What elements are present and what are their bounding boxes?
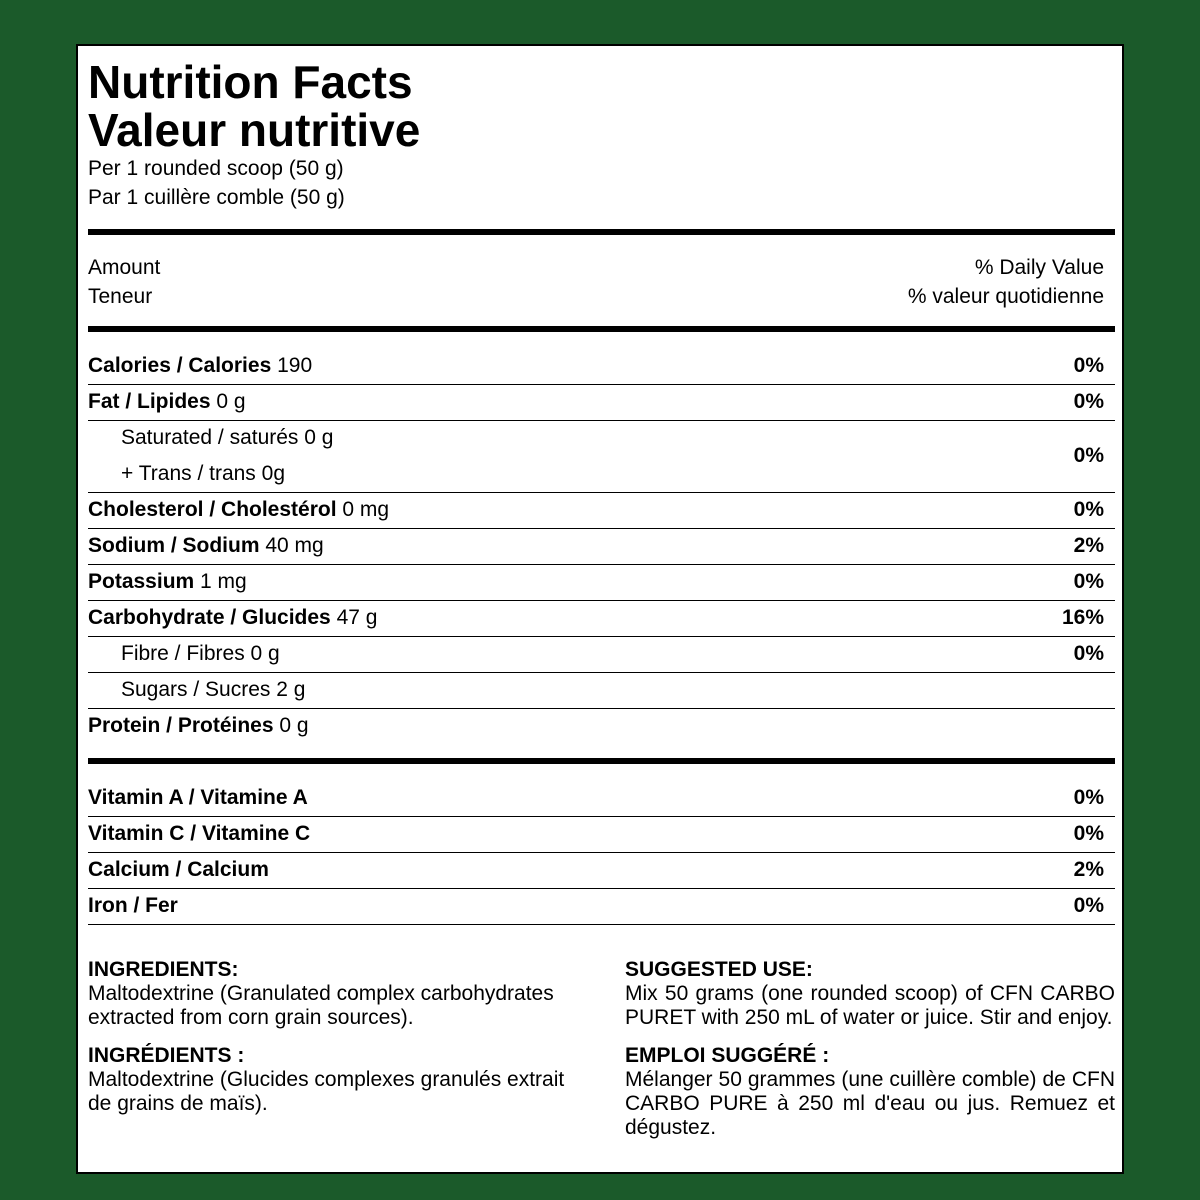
daily-value-percent: 0%	[1073, 570, 1104, 593]
nutrient-row-cholesterol	[88, 492, 1104, 528]
serving-size-english: Per 1 rounded scoop (50 g)	[88, 157, 344, 180]
daily-value-percent: 0%	[1073, 822, 1104, 845]
suggested-use-section	[625, 958, 1115, 1140]
nutrient-row-protein	[88, 708, 1104, 744]
nutrient-label: Cholesterol / Cholestérol	[88, 498, 337, 521]
daily-value-header	[908, 253, 1104, 311]
daily-value-percent: 0%	[1073, 642, 1104, 665]
vitamin-label: Vitamin A / Vitamine A	[88, 786, 308, 809]
mineral-label: Calcium / Calcium	[88, 858, 269, 881]
nutrient-row-fibre	[88, 636, 1104, 672]
daily-value-percent: 0%	[1073, 354, 1104, 377]
divider-thick	[88, 229, 1115, 235]
daily-value-label-french: % valeur quotidienne	[907, 285, 1104, 308]
nutrient-label: Potassium	[88, 570, 195, 593]
nutrient-amount: 40 mg	[259, 534, 324, 557]
nutrient-row-sugars	[88, 672, 1104, 708]
nutrient-amount: 47 g	[330, 606, 378, 629]
ingredients-heading-french: INGRÉDIENTS :	[88, 1044, 245, 1067]
daily-value-percent: 0%	[1073, 444, 1104, 467]
daily-value-percent: 0%	[1073, 498, 1104, 521]
nutrient-text: Sugars / Sucres 2 g	[121, 678, 306, 701]
nutrient-row-carbohydrate	[88, 600, 1104, 636]
nutrient-row-potassium	[88, 564, 1104, 600]
divider-thick	[88, 326, 1115, 332]
daily-value-percent: 0%	[1073, 894, 1104, 917]
nutrient-label: Fat / Lipides	[88, 390, 211, 413]
amount-header	[88, 253, 1104, 311]
title-english: Nutrition Facts	[88, 56, 413, 108]
serving-size-french: Par 1 cuillère comble (50 g)	[88, 186, 345, 209]
mineral-row-iron	[88, 888, 1104, 924]
suggested-use-text-french: Mélanger 50 grammes (une cuillère comble) de CFN CARBO PURE à 250 ml d'eau ou jus. Remuez et dégustez.	[625, 1068, 1115, 1139]
nutrient-amount: 190	[271, 354, 313, 377]
nutrient-label: Carbohydrate / Glucides	[88, 606, 331, 629]
nutrient-label: Protein / Protéines	[88, 714, 274, 737]
divider-thick	[88, 758, 1115, 764]
daily-value-percent: 0%	[1073, 390, 1104, 413]
nutrient-amount: 0 g	[210, 390, 246, 413]
nutrient-amount: 1 mg	[194, 570, 247, 593]
title-french: Valeur nutritive	[88, 104, 421, 156]
nutrient-text: Fibre / Fibres 0 g	[121, 642, 280, 665]
saturated-trans-percent-row	[88, 438, 1104, 474]
nutrient-text: Saturated / saturés 0 g	[121, 426, 334, 449]
daily-value-percent: 2%	[1073, 534, 1104, 557]
ingredients-text-french: Maltodextrine (Glucides complexes granulés extrait de grains de maïs).	[88, 1068, 565, 1115]
nutrient-amount: 0 mg	[336, 498, 390, 521]
daily-value-percent: 2%	[1073, 858, 1104, 881]
mineral-row-calcium	[88, 852, 1104, 888]
nutrient-text: + Trans / trans 0g	[121, 462, 286, 485]
ingredients-text-english: Maltodextrine (Granulated complex carbohydrates extracted from corn grain sources).	[88, 982, 554, 1029]
label-header	[88, 58, 420, 212]
nutrient-amount: 0 g	[273, 714, 309, 737]
nutrient-label: Sodium / Sodium	[88, 534, 260, 557]
nutrition-facts-panel	[76, 44, 1124, 1174]
divider-thin	[88, 924, 1115, 925]
amount-label-english: Amount	[88, 256, 161, 279]
nutrient-row-sodium	[88, 528, 1104, 564]
ingredients-heading-english: INGREDIENTS:	[88, 958, 239, 981]
vitamin-row-c	[88, 816, 1104, 852]
nutrient-row-fat	[88, 384, 1104, 420]
daily-value-percent: 16%	[1061, 606, 1104, 629]
vitamin-label: Vitamin C / Vitamine C	[88, 822, 311, 845]
suggested-use-heading-french: EMPLOI SUGGÉRÉ :	[625, 1044, 830, 1067]
ingredients-section	[88, 958, 568, 1116]
mineral-label: Iron / Fer	[88, 894, 178, 917]
nutrient-row-calories	[88, 348, 1104, 384]
daily-value-label-english: % Daily Value	[974, 256, 1104, 279]
suggested-use-text-english: Mix 50 grams (one rounded scoop) of CFN CARBO PURET with 250 mL of water or juice. Stir and enjoy.	[625, 982, 1115, 1029]
vitamin-row-a	[88, 780, 1104, 816]
nutrient-label: Calories / Calories	[88, 354, 272, 377]
amount-label-french: Teneur	[88, 285, 153, 308]
daily-value-percent: 0%	[1073, 786, 1104, 809]
suggested-use-heading-english: SUGGESTED USE:	[625, 958, 813, 981]
